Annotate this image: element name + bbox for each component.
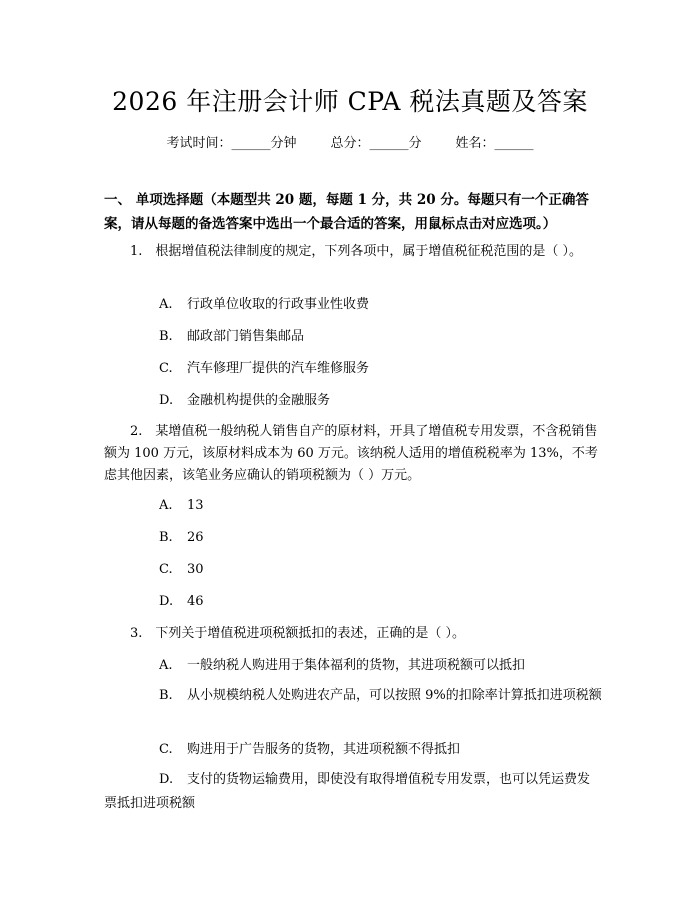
option-letter: D. [159, 772, 174, 787]
option-text: 13 [187, 498, 204, 513]
exam-score: 总分：______分 [330, 136, 422, 151]
option-letter: D. [159, 393, 174, 408]
option-text: 购进用于广告服务的货物，其进项税额不得抵扣 [187, 742, 461, 757]
exam-meta [0, 132, 700, 151]
exam-name: 姓名：______ [455, 136, 534, 151]
question-3-text: 3. 下列关于增值税进项税额抵扣的表述，正确的是（ ）。 [130, 626, 466, 641]
question-2-option-b[interactable] [159, 527, 204, 549]
option-text: 从小规模纳税人处购进农产品，可以按照 9%的扣除率计算抵扣进项税额 [187, 688, 602, 703]
option-letter: A. [159, 498, 173, 513]
option-letter: C. [159, 742, 173, 757]
question-1-option-c[interactable] [159, 358, 369, 380]
question-3-option-a[interactable] [159, 655, 525, 677]
option-text: 一般纳税人购进用于集体福利的货物，其进项税额可以抵扣 [187, 658, 526, 673]
question-3-option-d[interactable] [104, 768, 602, 816]
question-3-option-b[interactable] [104, 684, 602, 708]
question-2-option-c[interactable] [159, 559, 204, 581]
question-3-option-c[interactable] [159, 739, 460, 761]
question-1-option-d[interactable] [159, 390, 330, 412]
option-text: 邮政部门销售集邮品 [187, 329, 305, 344]
option-text: 金融机构提供的金融服务 [187, 393, 331, 408]
option-text: 30 [187, 562, 204, 577]
option-letter: C. [159, 562, 173, 577]
option-text: 26 [187, 530, 204, 545]
question-1-option-b[interactable] [159, 326, 304, 348]
option-text: 支付的货物运输费用，即使没有取得增值税专用发票，也可以凭运费发票抵扣进项税额 [104, 772, 591, 811]
option-letter: B. [159, 688, 173, 703]
option-letter: B. [159, 329, 173, 344]
option-letter: D. [159, 594, 174, 609]
option-letter: B. [159, 530, 173, 545]
option-letter: A. [159, 297, 173, 312]
option-text: 行政单位收取的行政事业性收费 [187, 297, 370, 312]
question-1-option-a[interactable] [159, 294, 369, 316]
option-letter: A. [159, 658, 173, 673]
section-heading: 一、 单项选择题（本题型共 20 题，每题 1 分，共 20 分。每题只有一个正确答案，请从每题的备选答案中选出一个最合适的答案，用鼠标点击对应选项。） [104, 192, 589, 232]
exam-time: 考试时间：______分钟 [166, 136, 297, 151]
question-2-option-a[interactable] [159, 495, 204, 517]
question-2-text: 2. 某增值税一般纳税人销售自产的原材料，开具了增值税专用发票，不含税销售额为 100 万元，该原材料成本为 60 万元。该纳税人适用的增值税税率为 13%，不考虑其他因素，该笔业务应确认的销项税额为（ ）万元。 [104, 424, 598, 483]
question-1-text: 1. 根据增值税法律制度的规定，下列各项中，属于增值税征税范围的是（ ）。 [130, 244, 583, 259]
option-text: 46 [187, 594, 204, 609]
document-title: 2026 年注册会计师 CPA 税法真题及答案 [112, 87, 588, 116]
option-letter: C. [159, 361, 173, 376]
question-2-option-d[interactable] [159, 591, 204, 613]
option-text: 汽车修理厂提供的汽车维修服务 [187, 361, 370, 376]
